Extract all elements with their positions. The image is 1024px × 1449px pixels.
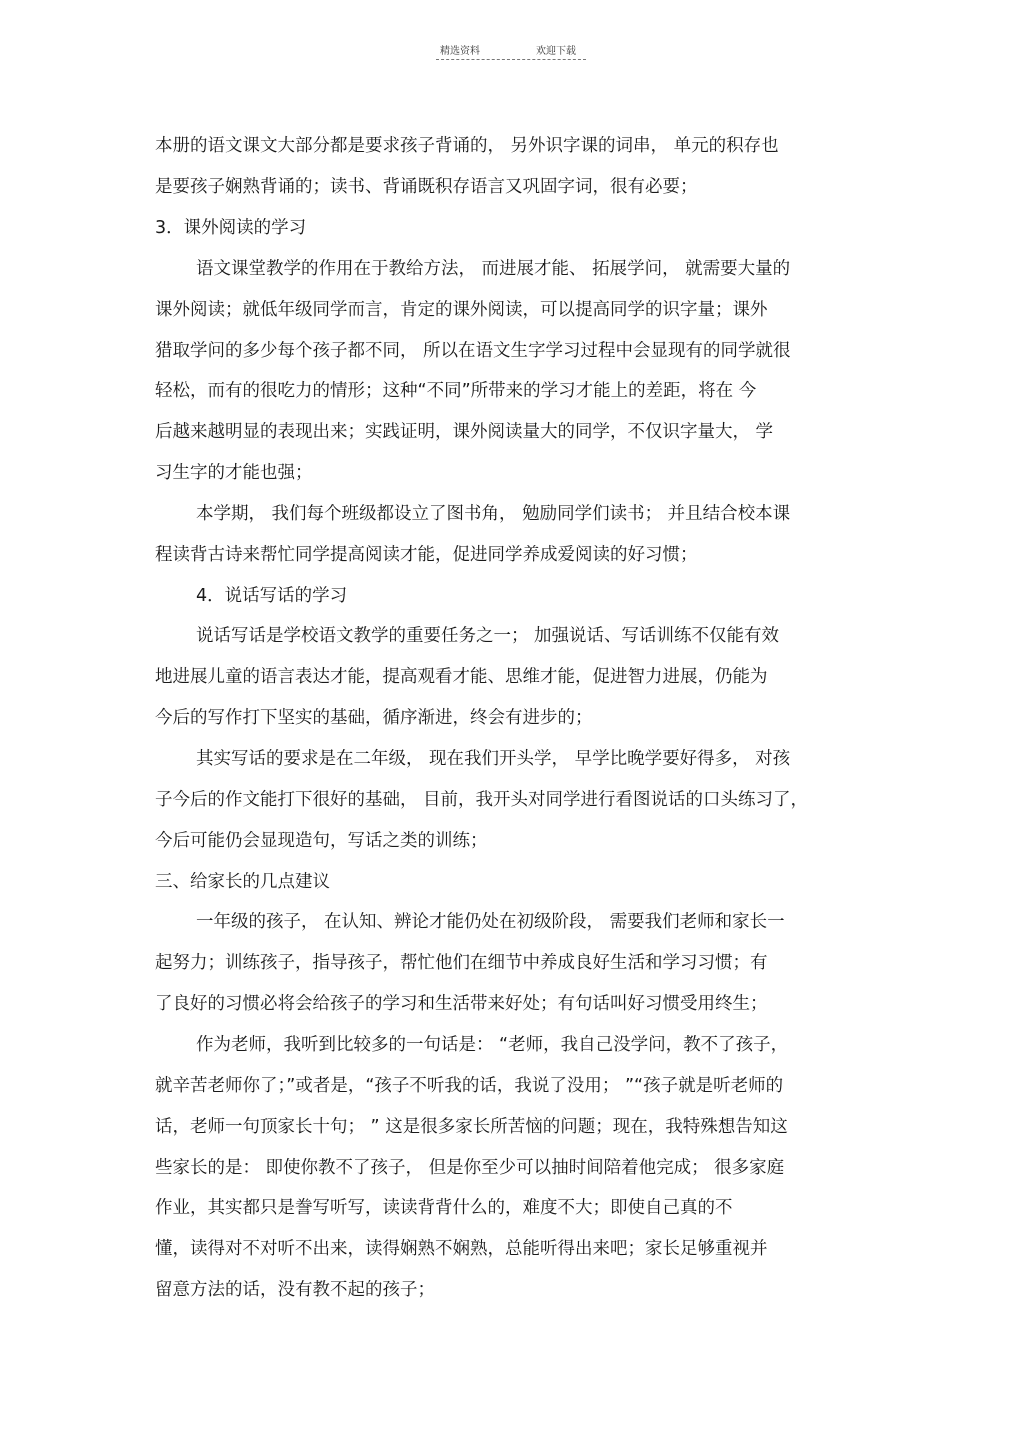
text-line: 本学期， 我们每个班级都设立了图书角， 勉励同学们读书； 并且结合校本课 — [196, 504, 791, 524]
text-line: 懂，读得对不对听不出来，读得娴熟不娴熟，总能听得出来吧；家长足够重视并 — [155, 1239, 768, 1259]
text-line: 子今后的作文能打下很好的基础， 目前，我开头对同学进行看图说话的口头练习了， — [155, 790, 809, 810]
text-line: 程读背古诗来帮忙同学提高阅读才能，促进同学养成爱阅读的好习惯； — [155, 545, 698, 565]
text-line: 地进展儿童的语言表达才能，提高观看才能、思维才能，促进智力进展，仍能为 — [155, 667, 768, 687]
text-line: 课外阅读；就低年级同学而言，肯定的课外阅读，可以提高同学的识字量；课外 — [155, 300, 768, 320]
text-line: 后越来越明显的表现出来；实践证明，课外阅读量大的同学，不仅识字量大， 学 — [155, 422, 774, 442]
text-line: 猎取学问的多少每个孩子都不同， 所以在语文生字学习过程中会显现有的同学就很 — [155, 341, 791, 361]
text-line: 今后可能仍会显现造句，写话之类的训练； — [155, 831, 488, 851]
text-line: 其实写话的要求是在二年级， 现在我们开头学， 早学比晚学要好得多， 对孩 — [196, 749, 791, 769]
text-line: 语文课堂教学的作用在于教给方法， 而进展才能、 拓展学问， 就需要大量的 — [196, 259, 791, 279]
header-right-text: 欢迎下载 — [536, 46, 576, 57]
section-heading: 3．课外阅读的学习 — [155, 218, 307, 238]
text-line: 话，老师一句顶家长十句； ” 这是很多家长所苦恼的问题；现在，我特殊想告知这 — [155, 1117, 788, 1137]
section-heading: 4．说话写话的学习 — [196, 586, 348, 606]
text-line: 轻松，而有的很吃力的情形；这种“不同”所带来的学习才能上的差距，将在 今 — [155, 381, 757, 401]
text-line: 说话写话是学校语文教学的重要任务之一； 加强说话、写话训练不仅能有效 — [196, 626, 780, 646]
text-line: 些家长的是： 即使你教不了孩子， 但是你至少可以抽时间陪着他完成； 很多家庭 — [155, 1158, 785, 1178]
header-left-text: 精选资料 — [440, 46, 480, 57]
text-line: 留意方法的话，没有教不起的孩子； — [155, 1280, 435, 1300]
text-line: 作为老师，我听到比较多的一句话是： “老师，我自己没学问，教不了孩子， — [196, 1035, 789, 1055]
text-line: 了良好的习惯必将会给孩子的学习和生活带来好处；有句话叫好习惯受用终生； — [155, 994, 768, 1014]
text-line: 习生字的才能也强； — [155, 463, 313, 483]
text-line: 是要孩子娴熟背诵的；读书、背诵既积存语言又巩固字词，很有必要； — [155, 177, 698, 197]
text-line: 就辛苦老师你了；”或者是，“孩子不听我的话，我说了没用； ”“孩子就是听老师的 — [155, 1076, 784, 1096]
text-line: 作业，其实都只是誊写听写，读读背背什么的，难度不大；即使自己真的不 — [155, 1198, 733, 1218]
section-heading: 三、给家长的几点建议 — [155, 872, 330, 892]
text-line: 起努力；训练孩子，指导孩子，帮忙他们在细节中养成良好生活和学习习惯；有 — [155, 953, 768, 973]
text-line: 本册的语文课文大部分都是要求孩子背诵的， 另外识字课的词串， 单元的积存也 — [155, 136, 779, 156]
text-line: 一年级的孩子， 在认知、辨论才能仍处在初级阶段， 需要我们老师和家长一 — [196, 912, 785, 932]
text-line: 今后的写作打下坚实的基础，循序渐进，终会有进步的； — [155, 708, 593, 728]
